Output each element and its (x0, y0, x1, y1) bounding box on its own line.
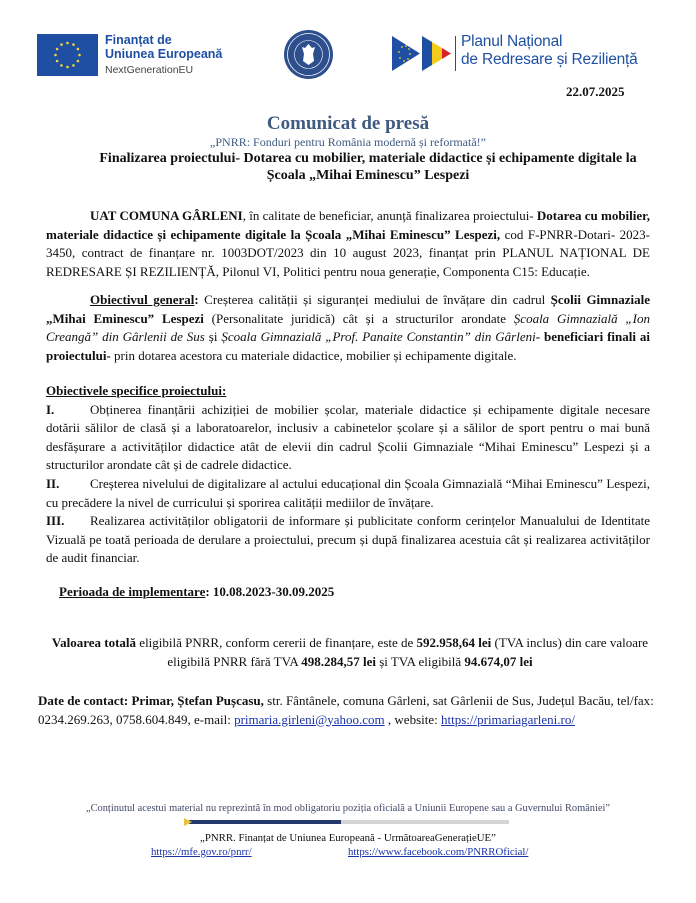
website-link[interactable]: https://primariagarleni.ro/ (441, 711, 575, 727)
general-objective-label: Obiectivul general (90, 292, 195, 307)
contact-text: , website: (384, 711, 441, 727)
value-text: (TVA inclus) din care valoare eligibilă PNRR fără TVA (167, 635, 649, 669)
objective-number: II. (46, 475, 60, 491)
slogan-subtitle: „PNRR: Fonduri pentru România modernă și reformată!” (210, 135, 486, 149)
intro-text: , în calitate de beneficiar, anunță finalizarea proiectului- (242, 208, 537, 223)
eu-funding-logo-text (105, 33, 222, 77)
total-value-label: Valoarea totală (51, 635, 137, 650)
contact-label: Date de contact: Primar, Ștefan Pușcasu, (38, 693, 264, 708)
objective-number: I. (46, 401, 55, 417)
specific-objectives-section (46, 382, 650, 568)
objective-text: Realizarea activităților obligatorii de informare și publicitate conform cerințelor Manualului de Identitate Vizuală pe toată perioada de derulare a proiectului, precum și după finalizarea acestuia cât și realizarea activităților de audit financiar. (46, 513, 650, 566)
facebook-pnrr-link[interactable]: https://www.facebook.com/PNRROficial/ (348, 846, 529, 858)
value-without-vat: 498.284,57 lei (301, 653, 376, 669)
project-value-paragraph (50, 634, 650, 671)
pnrr-logo-text (461, 33, 638, 69)
email-link[interactable]: primaria.girleni@yahoo.com (234, 711, 385, 727)
label-colon: : (194, 292, 205, 307)
value-text: și TVA eligibilă (376, 653, 465, 669)
implementation-label: Perioada de implementare (59, 584, 206, 599)
objective-text: și (204, 329, 222, 345)
vat-amount: 94.674,07 lei (464, 653, 533, 669)
objective-item-1 (46, 401, 650, 475)
beneficiary-name: UAT COMUNA GÂRLENI (90, 208, 243, 223)
objective-text: Creșterea nivelului de digitalizare al actului educațional din Școala Gimnazială “Mihai Eminescu” Lespezi, cu precădere la nivel de curricului și sporirea calității mediilor de învățare. (46, 475, 650, 510)
main-school-name: Școlii Gimnaziale „Mihai Eminescu” Lespezi (46, 292, 650, 326)
intro-paragraph (46, 207, 650, 281)
structure-school-1: Școala Gimnazială „Ion Creangă” din Gârlenii de Sus (46, 310, 650, 345)
mfe-pnrr-link[interactable]: https://mfe.gov.ro/pnrr/ (151, 846, 252, 858)
value-text: eligibilă PNRR, conform cererii de finanțare, este de (136, 635, 417, 650)
headline-line1: Finalizarea proiectului- Dotarea cu mobilier, materiale didactice și echipamente digitale la (99, 151, 637, 166)
objective-item-3 (46, 512, 650, 568)
objective-text: (Personalitate juridică) cât și a structurilor arondate (203, 310, 514, 326)
footer-tagline: „PNRR. Finanțat de Uniunea Europeană - UrmătoareaGenerațieUE” (200, 832, 496, 844)
page-title: Comunicat de presă (266, 113, 430, 134)
headline-line2: Școala „Mihai Eminescu” Lespezi (266, 168, 470, 183)
press-release-date: 22.07.2025 (566, 84, 625, 99)
implementation-period (59, 583, 663, 602)
specific-objectives-label: Obiectivele specifice proiectului: (46, 383, 227, 398)
eu-logo-line2: Uniunea Europeană (105, 47, 223, 61)
objective-text: Obținerea finanțării achiziției de mobilier școlar, materiale didactice și echipamente digitale necesare dotării sălilor de clasă și a laboratoarelor, inclusiv a cabinetelor școlare și a sălilor de sport pentru o mai bună desfășurare a activităților didactice atât de elevii din cadrul Școlii Gimnaziale “Mihai Eminescu” Lespezi și a structurilor arondate cât și de cadrele didactice. (46, 401, 650, 473)
eu-flag-icon (37, 34, 98, 76)
project-details: cod F-PNRR-Dotari- 2023-3450, contract de finanțare nr. 1003DOT/2023 din 10 august 2023, finanțat prin PLANUL NAȚIONAL DE REDRESARE ȘI REZILIENȚĂ, Pilonul VI, Politici pentru noua generație, Componenta C15: Educație. (46, 226, 650, 279)
objective-item-2 (46, 475, 650, 512)
pnrr-logo-line1: Planul Național (461, 33, 563, 50)
eu-logo-line3: NextGenerationEU (105, 64, 194, 76)
implementation-dates: : 10.08.2023-30.09.2025 (205, 584, 335, 599)
eu-logo-line1: Finanțat de (105, 33, 172, 47)
contact-text: str. Fântânele, comuna Gârleni, sat Gârlenii de Sus, Județul Bacău, tel/fax: 0234.269.263, 0758.604.849, e-mail: (38, 693, 654, 727)
final-beneficiaries: - beneficiari finali ai proiectului- (46, 329, 651, 363)
footer-bar-fill (189, 820, 341, 824)
objective-number: III. (46, 513, 65, 529)
eu-disclaimer: „Conținutul acestui material nu reprezintă în mod obligatoriu poziția oficială a Uniunii Europene sau a Guvernului României” (86, 803, 610, 814)
pnrr-logo-line2: de Redresare și Reziliență (461, 51, 638, 68)
project-name: Dotarea cu mobilier, materiale didactice și echipamente digitale la Școala „Mihai Eminescu” Lespezi, (46, 208, 650, 242)
total-value-amount: 592.958,64 lei (416, 635, 492, 650)
structure-school-2: Școala Gimnazială „Prof. Panaite Constantin” din Gârleni (221, 329, 536, 345)
footer-arrow-icon (184, 818, 192, 826)
romanian-government-crest-icon (284, 30, 333, 79)
objective-text: Creșterea calității și siguranței mediului de învățare din cadrul (204, 292, 551, 307)
pnrr-flag-arrows-icon (392, 36, 462, 71)
general-objective-paragraph (46, 291, 650, 365)
contact-paragraph (38, 692, 658, 729)
project-headline (40, 150, 696, 184)
pnrr-logo-divider (455, 36, 456, 71)
objective-text: prin dotarea acestora cu materiale didactice, mobilier și echipamente digitale. (110, 347, 517, 363)
